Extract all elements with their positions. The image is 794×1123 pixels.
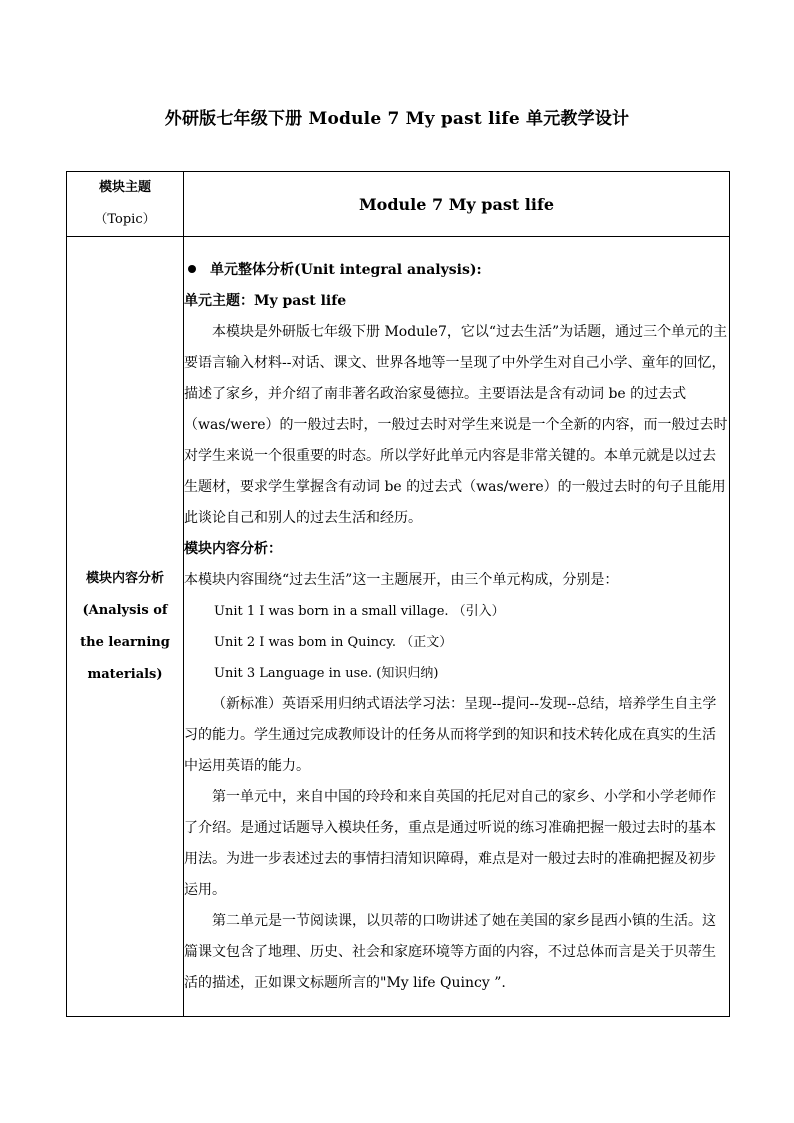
- paragraph-unit1: 第一单元中，来自中国的玲玲和来自英国的托尼对自己的家乡、小学和小学老师作了介绍。是通过话题导入模块任务，重点是通过听说的练习准确把握一般过去时的基本用法。为进一步表述过去的事情扫清知识障碍，难点是对一般过去时的准确把握及初步运用。: [184, 788, 716, 898]
- content-analysis-heading: 模块内容分析：: [184, 540, 282, 557]
- unit-line-2: Unit 2 I was bom in Quincy. （正文）: [214, 634, 453, 650]
- analysis-label-en-3: materials): [87, 666, 163, 682]
- topic-value-cell: [184, 172, 730, 237]
- analysis-content-cell: [184, 237, 730, 1017]
- unit-analysis-heading: 单元整体分析(Unit integral analysis):: [184, 255, 729, 286]
- unit-theme: 单元主题：My past life: [184, 292, 347, 309]
- analysis-label-cn: 模块内容分析: [85, 570, 164, 586]
- analysis-label-en-2: the learning: [80, 634, 170, 650]
- topic-label-cn: 模块主题: [98, 180, 151, 195]
- module-intro: 本模块内容围绕“过去生活”这一主题展开，由三个单元构成，分别是：: [184, 571, 619, 588]
- topic-row: [67, 172, 730, 237]
- paragraph-unit2: 第二单元是一节阅读课，以贝蒂的口吻讲述了她在美国的家乡昆西小镇的生活。这篇课文包含了地理、历史、社会和家庭环境等方面的内容，不过总体而言是关于贝蒂生活的描述，正如课文标题所言的"My life Quincy ”.: [184, 912, 716, 991]
- analysis-label-cell: [67, 237, 184, 1017]
- analysis-row: [67, 237, 730, 1017]
- paragraph-method: （新标准）英语采用归纳式语法学习法：呈现--提问--发现--总结，培养学生自主学习的能力。学生通过完成教师设计的任务从而将学到的知识和技术转化成在真实的生活中运用英语的能力。: [184, 695, 717, 774]
- lesson-design-table: [66, 171, 730, 1017]
- topic-label-en: （Topic）: [94, 212, 156, 227]
- topic-label-cell: [67, 172, 184, 237]
- analysis-label-en-1: (Analysis of: [82, 602, 168, 618]
- bullet-icon: [188, 265, 196, 273]
- unit-line-3: Unit 3 Language in use. (知识归纳): [214, 665, 439, 681]
- paragraph-overview: 本模块是外研版七年级下册 Module7，它以“过去生活”为话题，通过三个单元的主要语言输入材料--对话、课文、世界各地等一呈现了中外学生对自己小学、童年的回忆，描述了家乡，并介绍了南非著名政治家曼德拉。主要语法是含有动词 be 的过去式（was/were）的一般过去时，一般过去时对学生来说是一个全新的内容，而一般过去时对学生来说一个很重要的时态。所以学好此单元内容是非常关键的。本单元就是以过去生题材，要求学生掌握含有动词 be 的过去式（was/were）的一般过去时的句子且能用此谈论自己和别人的过去生活和经历。: [184, 323, 728, 526]
- document-title: 外研版七年级下册 Module 7 My past life 单元教学设计: [164, 109, 630, 129]
- topic-value: Module 7 My past life: [358, 194, 555, 214]
- unit-line-1: Unit 1 I was born in a small village. （引入）: [214, 603, 505, 619]
